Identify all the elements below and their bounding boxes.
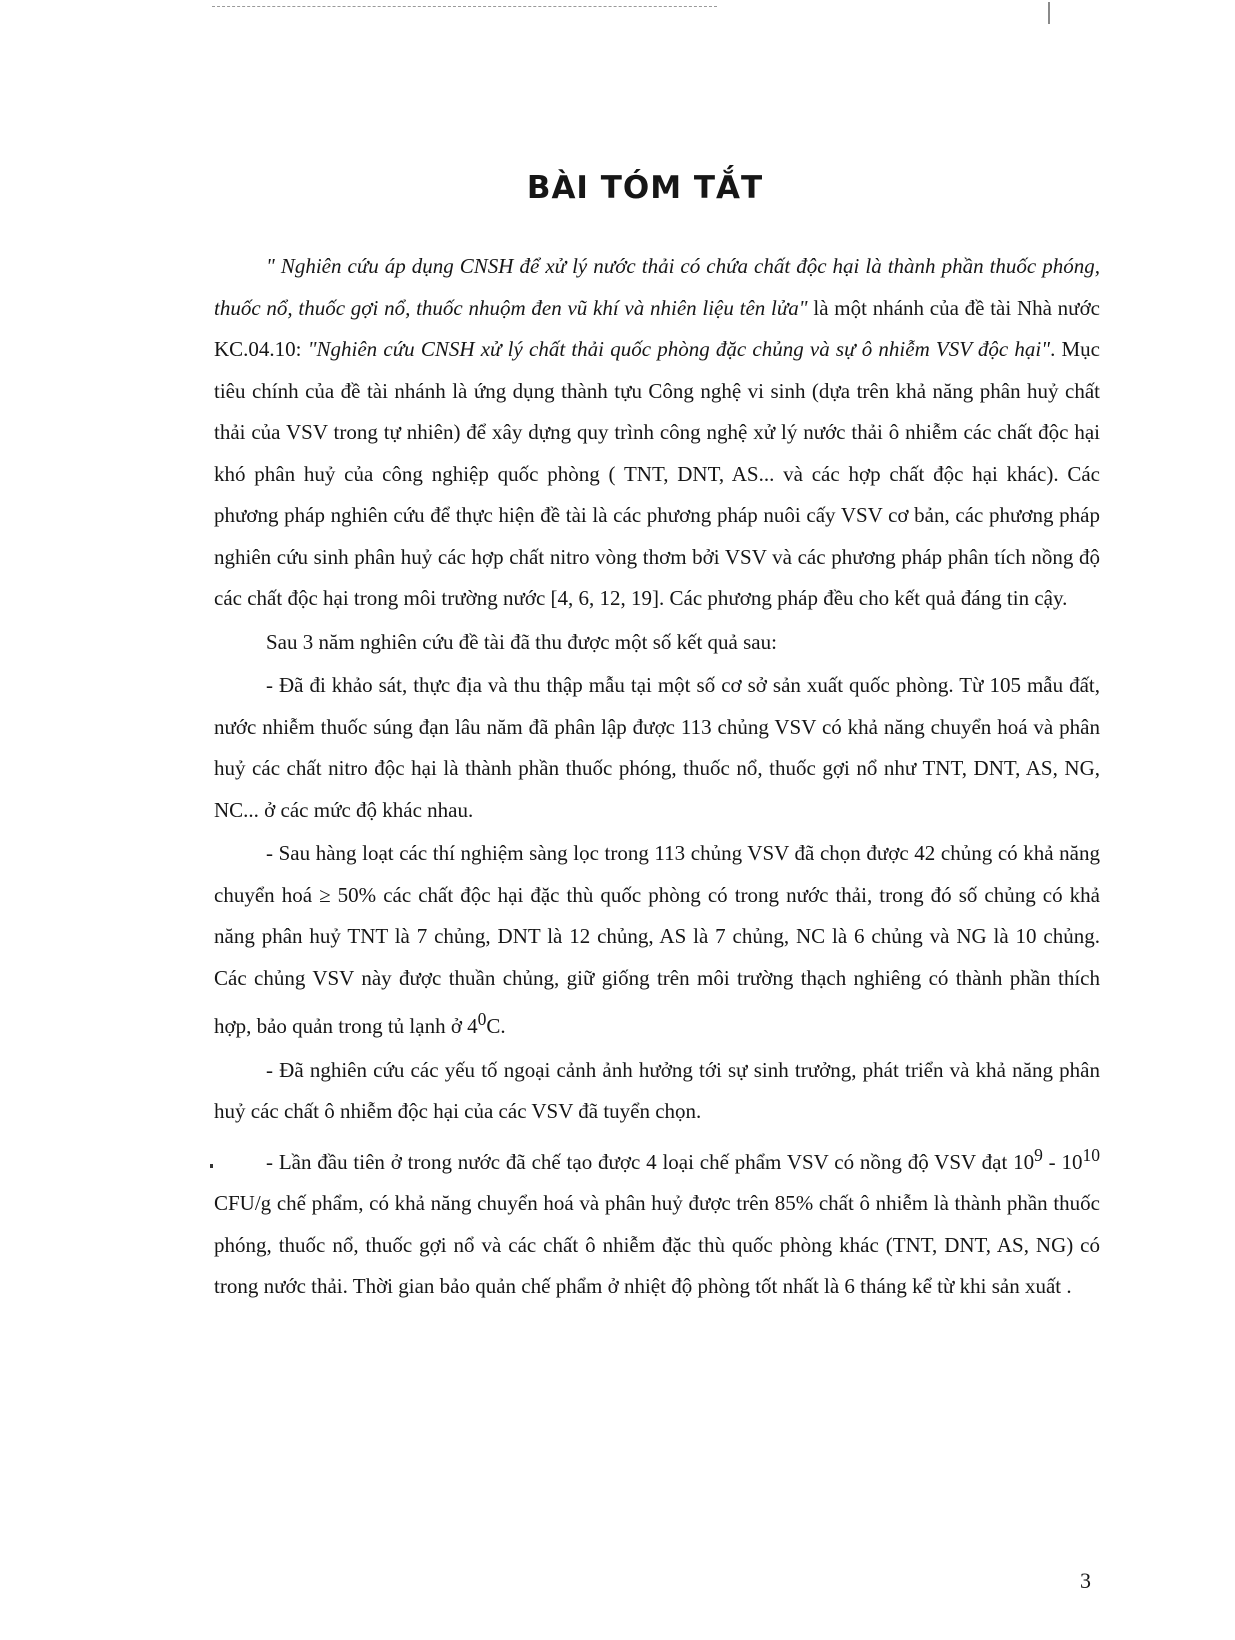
project-title-quote: " Nghiên cứu áp dụng CNSH để xử lý nước thải có chứa chất độc hại là thành phần thuốc phóng, thuốc nổ, thuốc gợi nổ, thuốc nhuộm đen vũ khí và nhiên liệu tên lửa" <box>214 254 1100 320</box>
abstract-body <box>214 246 1100 1308</box>
intro-text-1: là một nhánh của đề tài Nhà nước KC.04.10: <box>214 295 1100 361</box>
result-4-text-2: - 10 <box>1042 1149 1083 1174</box>
parent-project-quote: "Nghiên cứu CNSH xử lý chất thải quốc phòng đặc chủng và sự ô nhiễm VSV độc hại" <box>307 337 1051 361</box>
intro-text-2: . Mục tiêu chính của đề tài nhánh là ứng dụng thành tựu Công nghệ vi sinh (dựa trên khả năng phân huỷ chất thải của VSV trong tự nhiên) để xây dựng quy trình công nghệ xử lý nước thải ô nhiễm các chất độc hại khó phân huỷ của công nghiệp quốc phòng ( TNT, DNT, AS... và các hợp chất độc hại khác). Các phương pháp nghiên cứu để thực hiện đề tài là các phương pháp nuôi cấy VSV cơ bản, các phương pháp nghiên cứu sinh phân huỷ các hợp chất nitro vòng thơm bởi VSV và các phương pháp phân tích nồng độ các chất độc hại trong môi trường nước [4, 6, 12, 19]. Các phương pháp đều cho kết quả đáng tin cậy. <box>214 337 1100 610</box>
page-title: BÀI TÓM TẮT <box>526 170 764 206</box>
paragraph-result-1: - Đã đi khảo sát, thực địa và thu thập mẫu tại một số cơ sở sản xuất quốc phòng. Từ 105 mẫu đất, nước nhiễm thuốc súng đạn lâu năm đã phân lập được 113 chủng VSV có khả năng chuyển hoá và phân huỷ các chất nitro độc hại là thành phần thuốc phóng, thuốc nổ, thuốc gợi nổ như TNT, DNT, AS, NG, NC... ở các mức độ khác nhau. <box>214 673 1100 822</box>
paragraph-result-4 <box>214 1135 1100 1308</box>
paragraph-results-intro: Sau 3 năm nghiên cứu đề tài đã thu được một số kết quả sau: <box>266 629 777 654</box>
top-scan-rule <box>212 6 717 7</box>
exponent-9: 9 <box>1034 1144 1043 1165</box>
result-2-text-2: C. <box>486 1014 506 1038</box>
paragraph-result-3: - Đã nghiên cứu các yếu tố ngoại cảnh ảnh hưởng tới sự sinh trưởng, phát triển và khả năng phân huỷ các chất ô nhiễm độc hại của các VSV đã tuyển chọn. <box>214 1057 1100 1123</box>
degree-superscript: 0 <box>477 1009 487 1029</box>
scan-speck <box>210 1164 213 1168</box>
result-4-text-3: CFU/g chế phẩm, có khả năng chuyển hoá và phân huỷ được trên 85% chất ô nhiễm là thành phần thuốc phóng, thuốc nổ, thuốc gợi nổ và các chất ô nhiễm đặc thù quốc phòng khác (TNT, DNT, AS, NG) có trong nước thải. Thời gian bảo quản chế phẩm ở nhiệt độ phòng tốt nhất là 6 tháng kể từ khi sản xuất . <box>214 1191 1100 1298</box>
page-number: 3 <box>1080 1568 1091 1593</box>
result-4-text-1: - Lần đầu tiên ở trong nước đã chế tạo được 4 loại chế phẩm VSV có nồng độ VSV đạt 10 <box>266 1149 1035 1174</box>
result-2-text-1: - Sau hàng loạt các thí nghiệm sàng lọc trong 113 chủng VSV đã chọn được 42 chủng có khả năng chuyển hoá ≥ 50% các chất độc hại đặc thù quốc phòng có trong nước thải, trong đó số chủng có khả năng phân huỷ TNT là 7 chủng, DNT là 12 chủng, AS là 7 chủng, NC là 6 chủng và NG là 10 chủng. Các chủng VSV này được thuần chủng, giữ giống trên môi trường thạch nghiêng có thành phần thích hợp, bảo quản trong tủ lạnh ở 4 <box>214 841 1100 1038</box>
paragraph-intro <box>214 246 1100 620</box>
paragraph-result-2 <box>214 833 1100 1048</box>
exponent-10: 10 <box>1082 1144 1100 1165</box>
corner-scan-mark <box>1048 2 1050 24</box>
